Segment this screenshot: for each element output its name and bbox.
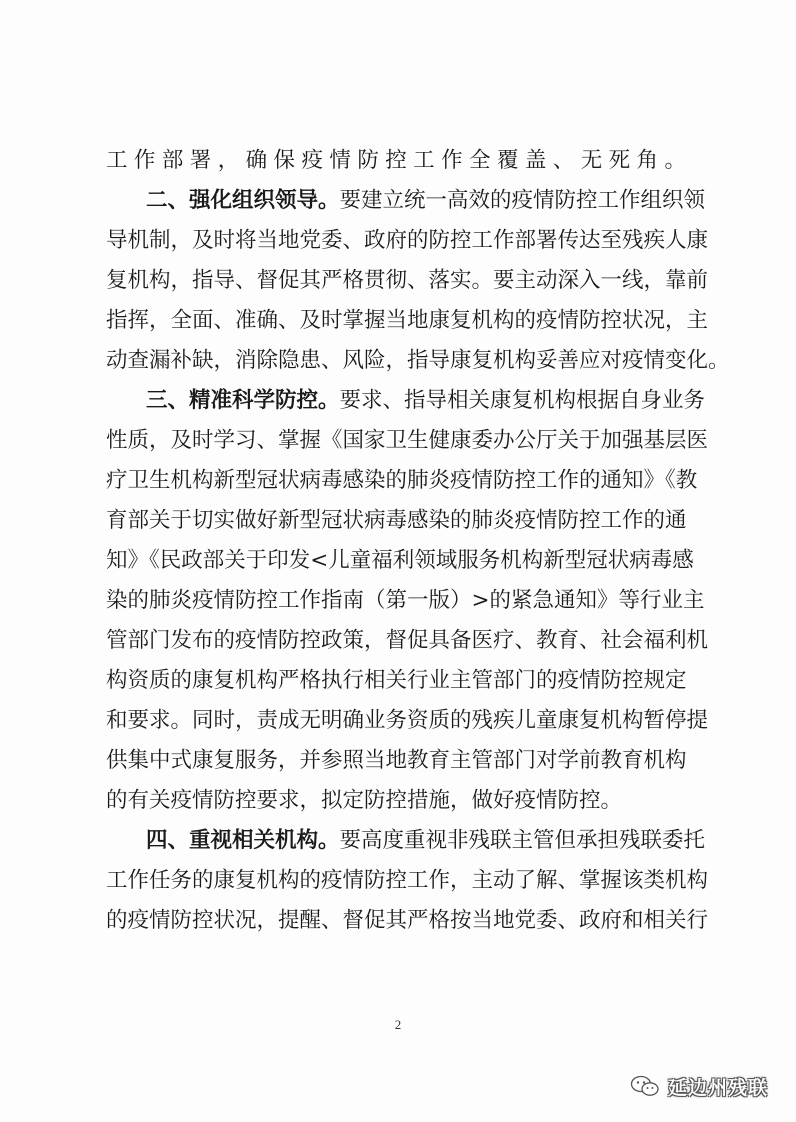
- section-heading: 四、重视相关机构。: [146, 828, 340, 853]
- text-line: 供集中式康复服务，并参照当地教育主管部门对学前教育机构: [106, 748, 687, 773]
- text-line: 工作任务的康复机构的疫情防控工作，主动了解、掌握该类机构: [106, 868, 709, 893]
- text-line: 的有关疫情防控要求，拟定防控措施，做好疫情防控。: [106, 788, 623, 813]
- text-line: 染的肺炎疫情防控工作指南（第一版）>的紧急通知》等行业主: [106, 588, 705, 613]
- section-heading: 三、精准科学防控。: [146, 388, 340, 413]
- text-line: 构资质的康复机构严格执行相关行业主管部门的疫情防控规定: [106, 668, 687, 693]
- text-line: 复机构，指导、督促其严格贯彻、落实。要主动深入一线，靠前: [106, 268, 709, 293]
- watermark-text: 延边州残联: [667, 1076, 768, 1099]
- page-number: 2: [394, 1017, 402, 1032]
- text-line: 工作部署，确保疫情防控工作全覆盖、无死角。: [106, 148, 686, 173]
- body-text: [106, 141, 730, 941]
- text-line: 三、精准科学防控。要求、指导相关康复机构根据自身业务: [146, 388, 706, 413]
- text-line: 的疫情防控状况，提醒、督促其严格按当地党委、政府和相关行: [106, 908, 709, 933]
- text-line: 导机制，及时将当地党委、政府的防控工作部署传达至残疾人康: [106, 228, 709, 253]
- text-line: 疗卫生机构新型冠状病毒感染的肺炎疫情防控工作的通知》《教: [106, 468, 698, 493]
- text-line: 管部门发布的疫情防控政策，督促具备医疗、教育、社会福利机: [106, 628, 709, 653]
- text-line: 指挥，全面、准确、及时掌握当地康复机构的疫情防控状况，主: [106, 308, 709, 333]
- text-line: 四、重视相关机构。要高度重视非残联主管但承担残联委托: [146, 828, 706, 853]
- section-heading: 二、强化组织领导。: [146, 188, 340, 213]
- text-line: 动查漏补缺，消除隐患、风险，指导康复机构妥善应对疫情变化。: [106, 348, 730, 373]
- text-line: 二、强化组织领导。要建立统一高效的疫情防控工作组织领: [146, 188, 706, 213]
- watermark: [630, 1072, 768, 1100]
- wechat-icon: [630, 1074, 660, 1098]
- text-line: 知》《民政部关于印发<儿童福利领域服务机构新型冠状病毒感: [106, 548, 694, 573]
- text-line: 性质，及时学习、掌握《国家卫生健康委办公厅关于加强基层医: [106, 428, 709, 453]
- text-line: 和要求。同时，责成无明确业务资质的残疾儿童康复机构暂停提: [106, 708, 709, 733]
- text-line: 育部关于切实做好新型冠状病毒感染的肺炎疫情防控工作的通: [106, 508, 687, 533]
